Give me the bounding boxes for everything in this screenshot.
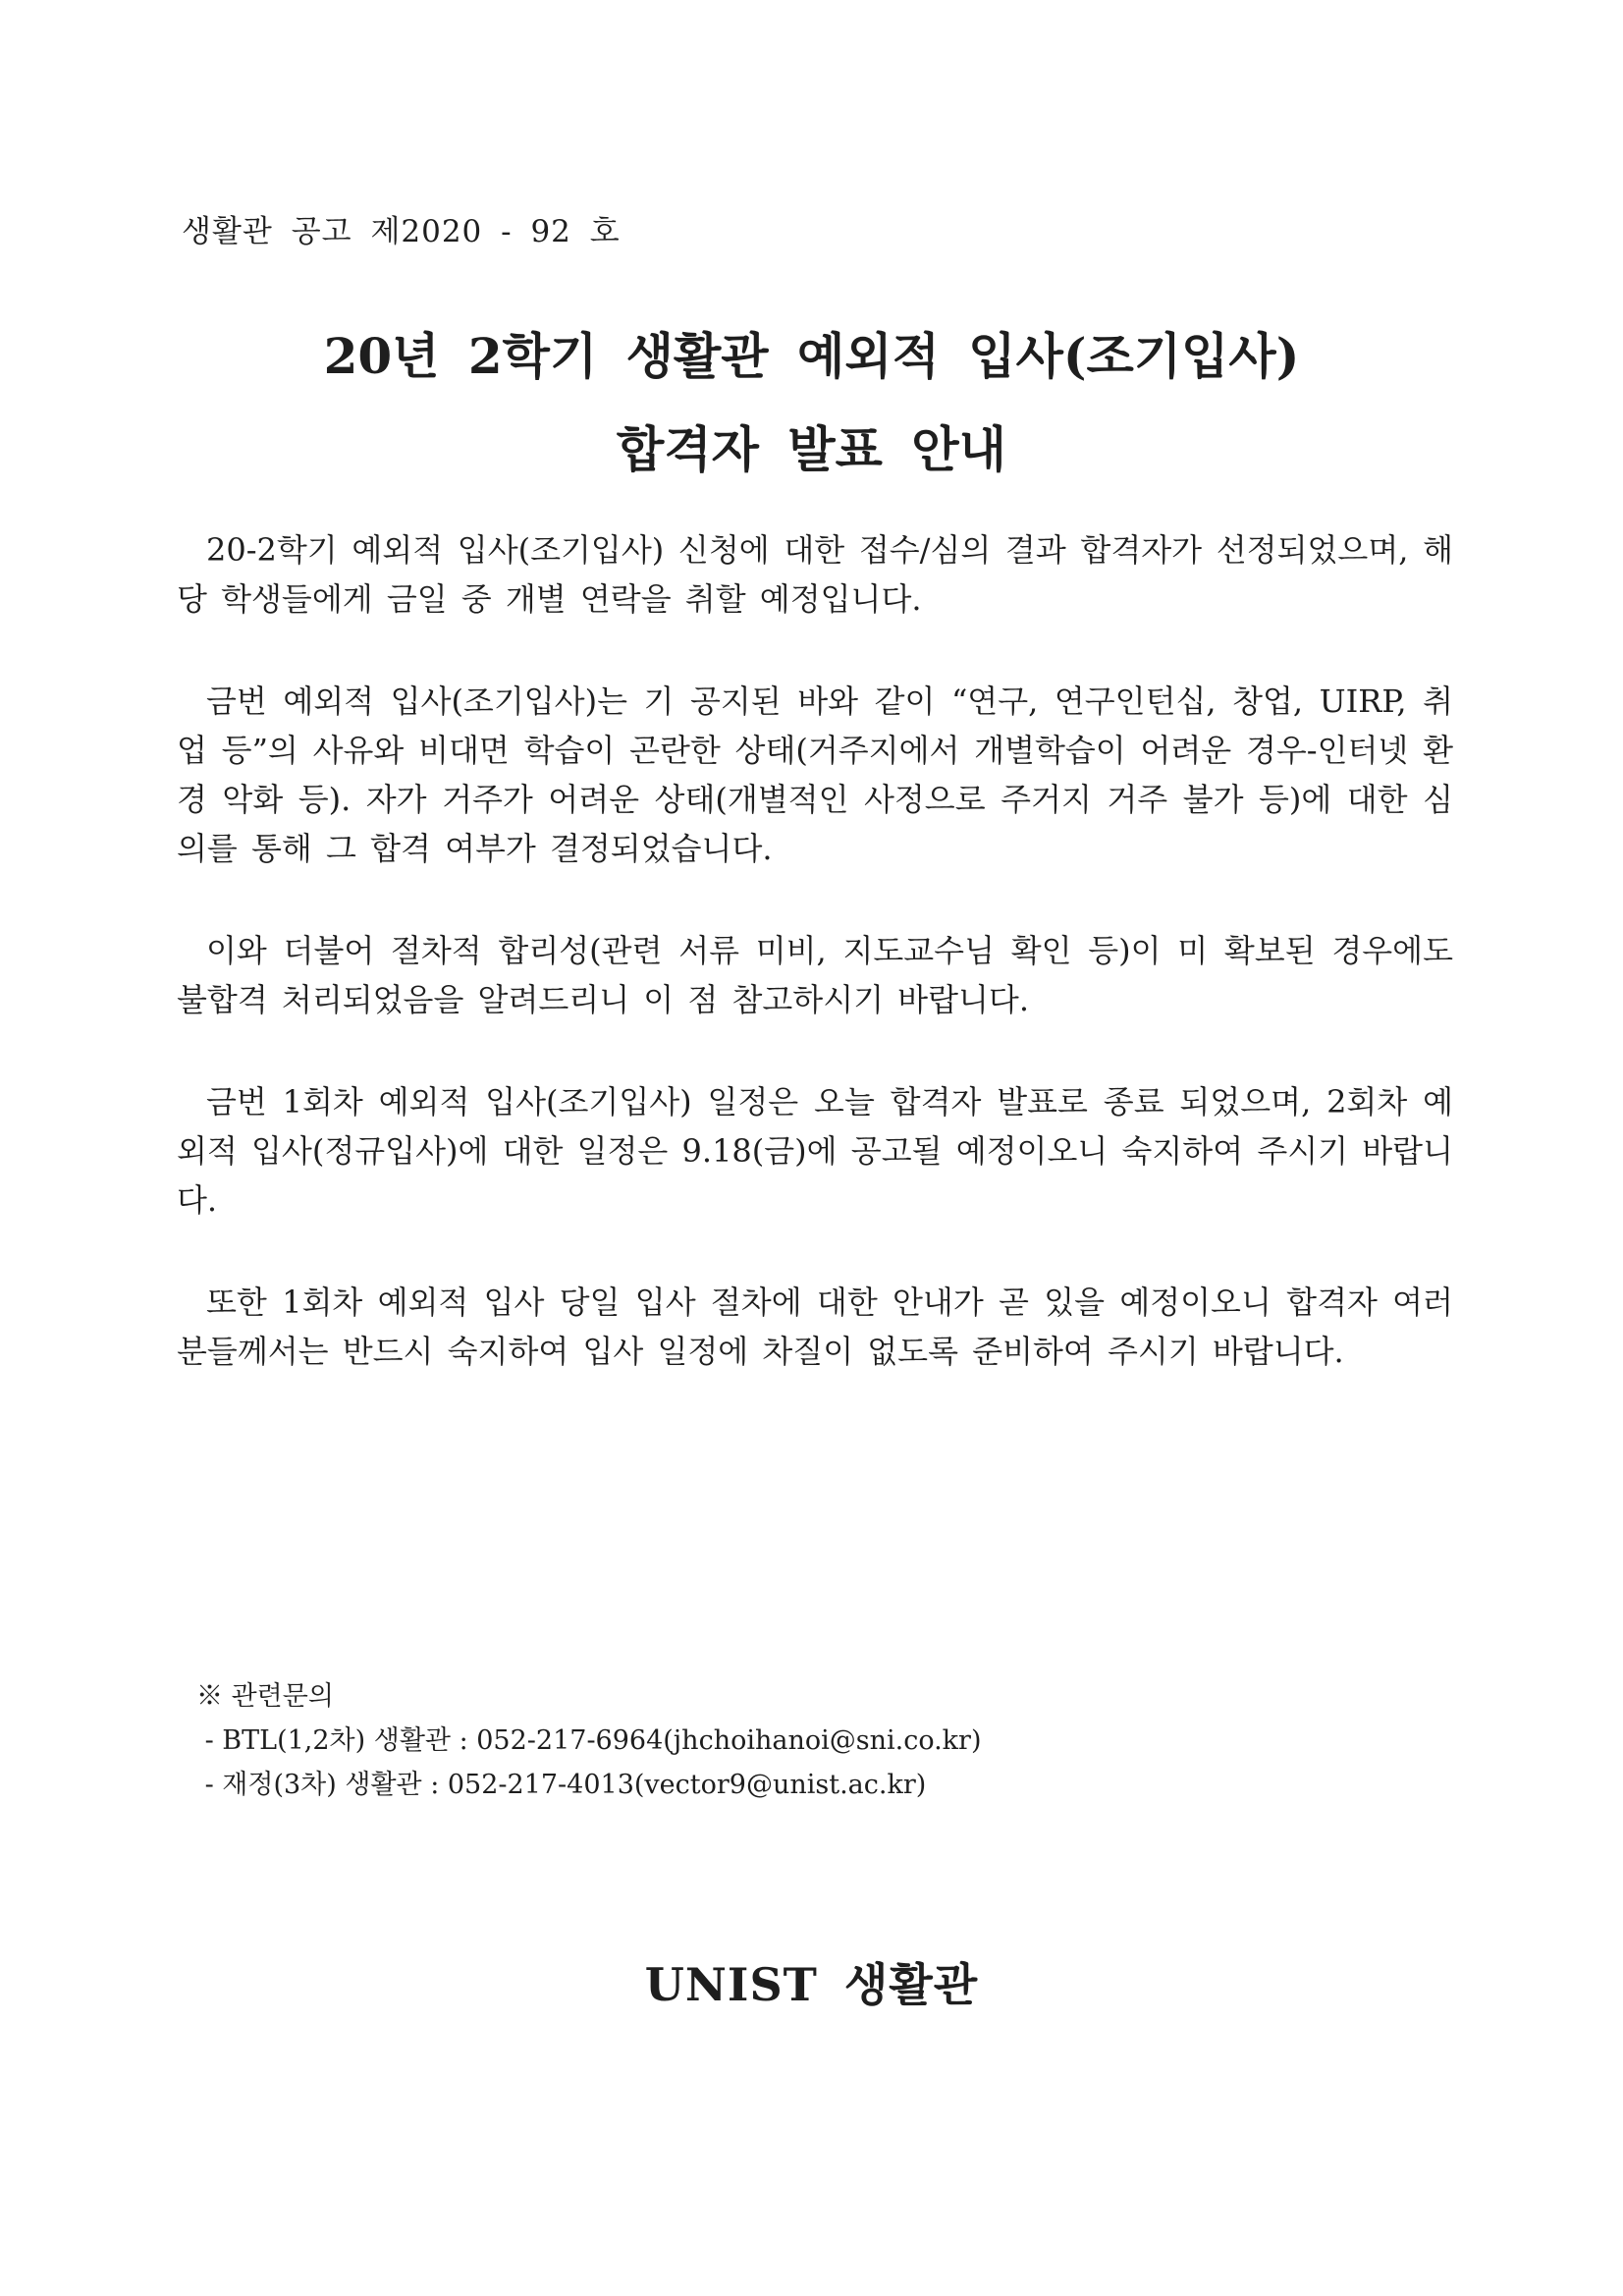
contact-header: ※ 관련문의 (196, 1681, 334, 1712)
issuer-signature: UNIST 생활관 (644, 1958, 979, 2011)
contact-btl: - BTL(1,2차) 생활관 : 052-217-6964(jhchoihanoi@sni.co.kr) (196, 1725, 982, 1756)
title-line-1: 20년 2학기 생활관 예외적 입사(조기입사) (323, 327, 1300, 385)
paragraph-schedule: 금번 1회차 예외적 입사(조기입사) 일정은 오늘 합격자 발표로 종료 되었으며, 2회차 예외적 입사(정규입사)에 대한 일정은 9.18(금)에 공고될 예정이오니 숙지하여 주시기 바랍니다. (177, 1083, 1453, 1219)
notice-number: 생활관 공고 제2020 - 92 호 (182, 214, 621, 249)
paragraph-selection-result: 20-2학기 예외적 입사(조기입사) 신청에 대한 접수/심의 결과 합격자가 선정되었으며, 해당 학생들에게 금일 중 개별 연락을 취할 예정입니다. (177, 531, 1453, 618)
paragraph-procedural-rejection: 이와 더불어 절차적 합리성(관련 서류 미비, 지도교수님 확인 등)이 미 확보된 경우에도 불합격 처리되었음을 알려드리니 이 점 참고하시기 바랍니다. (177, 932, 1453, 1018)
contact-info (196, 1674, 982, 1807)
paragraph-review-criteria: 금번 예외적 입사(조기입사)는 기 공지된 바와 같이 “연구, 연구인턴십, 창업, UIRP, 취업 등”의 사유와 비대면 학습이 곤란한 상태(거주지에서 개별학습이 어려운 경우-인터넷 환경 악화 등). 자가 거주가 어려운 상태(개별적인 사정으로 주거지 거주 불가 등)에 대한 심의를 통해 그 합격 여부가 결정되었습니다. (177, 683, 1453, 867)
title-line-2: 합격자 발표 안내 (617, 420, 1006, 478)
paragraph-move-in-guide: 또한 1회차 예외적 입사 당일 입사 절차에 대한 안내가 곧 있을 예정이오니 합격자 여러분들께서는 반드시 숙지하여 입사 일정에 차질이 없도록 준비하여 주시기 바랍니다. (177, 1284, 1453, 1370)
notice-body (177, 525, 1453, 1429)
contact-finance: - 재정(3차) 생활관 : 052-217-4013(vector9@unist.ac.kr) (196, 1770, 927, 1800)
document-title (0, 309, 1623, 496)
